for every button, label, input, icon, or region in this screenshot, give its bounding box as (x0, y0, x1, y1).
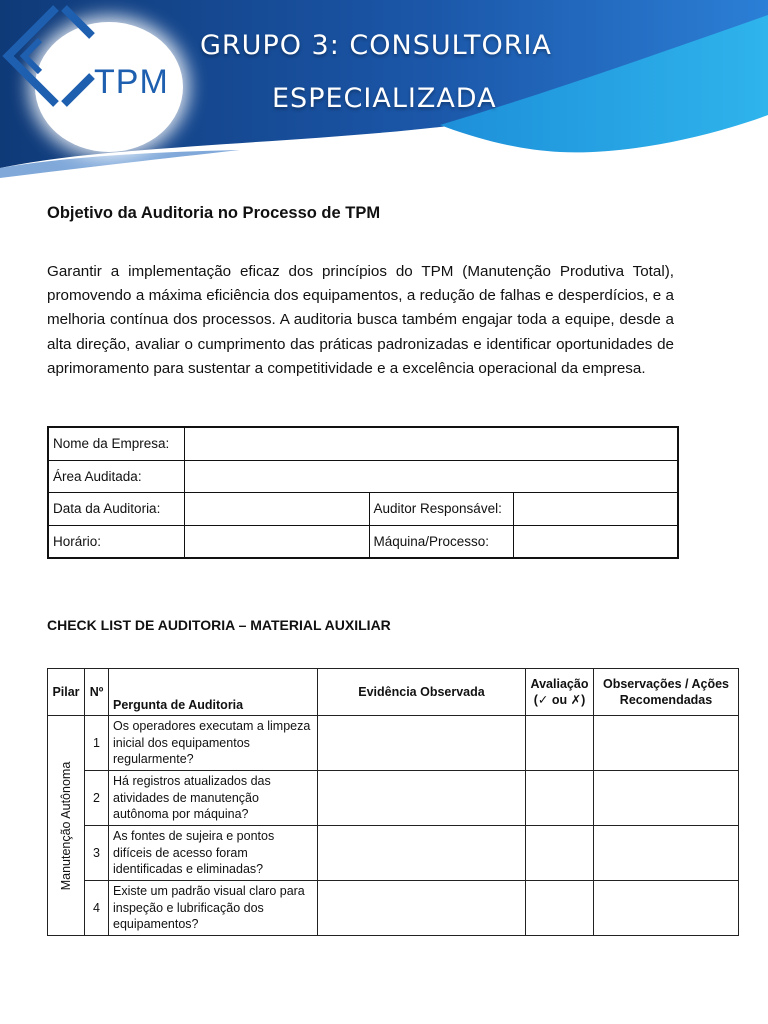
checklist-title: CHECK LIST DE AUDITORIA – MATERIAL AUXILIAR (47, 617, 391, 633)
evaluation-field[interactable] (526, 826, 594, 881)
question-text: Há registros atualizados das atividades de manutenção autônoma por máquina? (109, 771, 318, 826)
observations-field[interactable] (594, 771, 739, 826)
machine-field[interactable] (513, 525, 678, 558)
table-row (48, 716, 739, 771)
evidence-field[interactable] (318, 716, 526, 771)
evaluation-field[interactable] (526, 771, 594, 826)
table-row (48, 826, 739, 881)
audit-checklist-table (47, 668, 739, 936)
audit-info-form (47, 426, 679, 559)
table-header-row (48, 669, 739, 716)
row-number: 3 (85, 826, 109, 881)
area-label: Área Auditada: (48, 460, 184, 493)
company-row (48, 427, 678, 460)
auditor-field[interactable] (513, 493, 678, 526)
row-number: 1 (85, 716, 109, 771)
page-title-line-2: ESPECIALIZADA (272, 83, 497, 114)
evidence-field[interactable] (318, 771, 526, 826)
date-field[interactable] (184, 493, 369, 526)
question-text: As fontes de sujeira e pontos difíceis de acesso foram identificadas e eliminadas? (109, 826, 318, 881)
question-text: Os operadores executam a limpeza inicial dos equipamentos regularmente? (109, 716, 318, 771)
company-field[interactable] (184, 427, 678, 460)
time-field[interactable] (184, 525, 369, 558)
evidence-header: Evidência Observada (318, 669, 526, 716)
row-number: 2 (85, 771, 109, 826)
page-title-line-1: GRUPO 3: CONSULTORIA (200, 30, 552, 61)
auditor-label: Auditor Responsável: (369, 493, 513, 526)
company-label: Nome da Empresa: (48, 427, 184, 460)
observations-field[interactable] (594, 826, 739, 881)
pillar-label: Manutenção Autônoma (58, 761, 73, 890)
intro-paragraph: Garantir a implementação eficaz dos princípios do TPM (Manutenção Produtiva Total), promovendo a máxima eficiência dos equipamentos, a redução de falhas e desperdícios, e a melhoria contínua dos processos. A auditoria busca também engajar toda a equipe, desde a alta direção, avaliar o cumprimento das práticas padronizadas e identificar oportunidades de aprimoramento para sustentar a competitividade e a excelência operacional da empresa. (47, 263, 674, 377)
evaluation-field[interactable] (526, 716, 594, 771)
evaluation-field[interactable] (526, 881, 594, 936)
section-heading: Objetivo da Auditoria no Processo de TPM (47, 204, 381, 222)
evaluation-header: Avaliação (✓ ou ✗) (526, 669, 594, 716)
evidence-field[interactable] (318, 881, 526, 936)
time-label: Horário: (48, 525, 184, 558)
table-row (48, 881, 739, 936)
pillar-cell (48, 716, 85, 936)
date-auditor-row (48, 493, 678, 526)
header-banner (0, 0, 768, 185)
question-header: Pergunta de Auditoria (109, 669, 318, 716)
date-label: Data da Auditoria: (48, 493, 184, 526)
observations-field[interactable] (594, 716, 739, 771)
number-header: Nº (85, 669, 109, 716)
area-row (48, 460, 678, 493)
time-machine-row (48, 525, 678, 558)
evidence-field[interactable] (318, 826, 526, 881)
question-text: Existe um padrão visual claro para inspeção e lubrificação dos equipamentos? (109, 881, 318, 936)
observations-field[interactable] (594, 881, 739, 936)
row-number: 4 (85, 881, 109, 936)
table-row (48, 771, 739, 826)
area-field[interactable] (184, 460, 678, 493)
observations-header: Observações / Ações Recomendadas (594, 669, 739, 716)
pillar-header: Pilar (48, 669, 85, 716)
logo-text: TPM (94, 63, 169, 101)
machine-label: Máquina/Processo: (369, 525, 513, 558)
